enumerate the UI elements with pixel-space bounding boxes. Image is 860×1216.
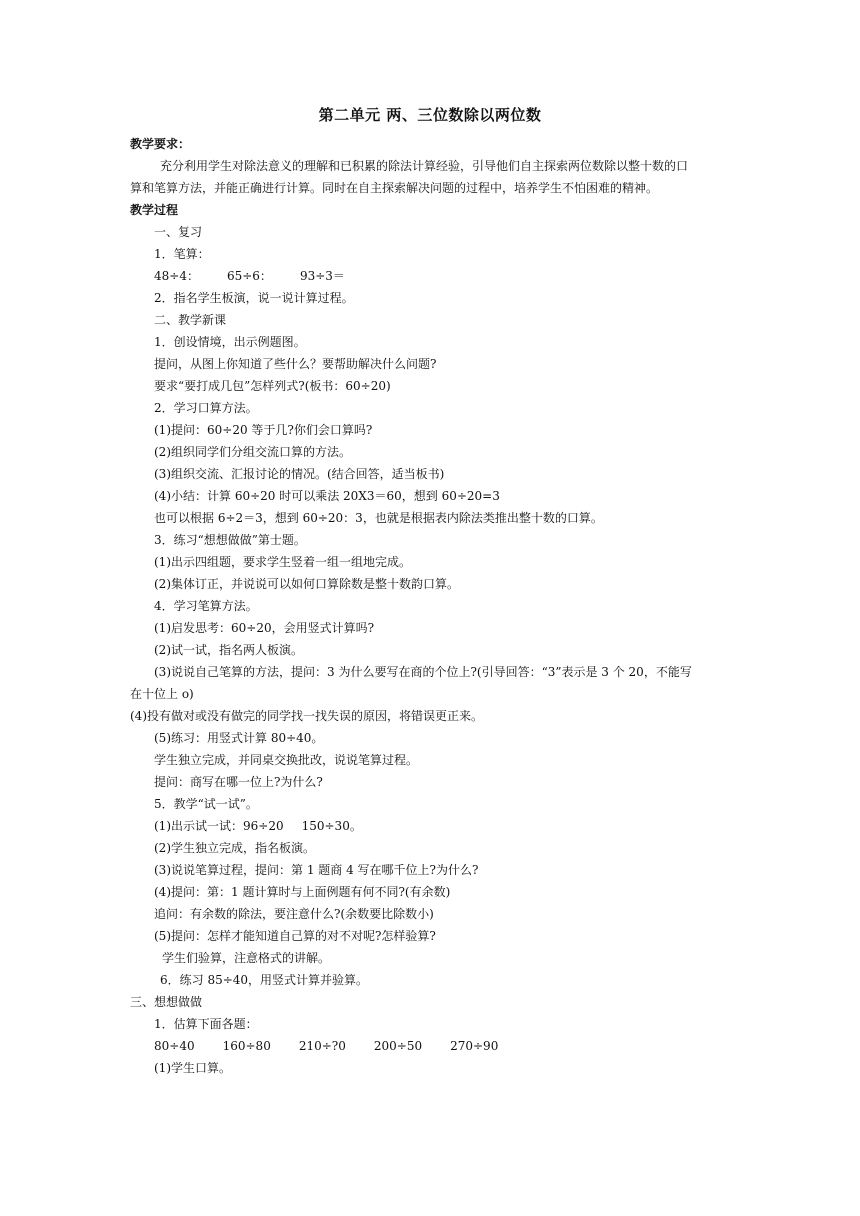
text-line: 在十位上 o)	[130, 687, 194, 701]
text-line: 一、复习	[154, 225, 203, 239]
text-line: (2)组织同学们分组交流口算的方法。	[154, 445, 351, 459]
exercise-item: 210÷?0	[298, 1039, 346, 1053]
page-title: 第二单元 两、三位数除以两位数	[318, 106, 542, 124]
text-line: 1．估算下面各题：	[154, 1017, 258, 1031]
exercise-item: 65÷6：	[226, 269, 272, 283]
text-line: (4)投有做对或没有做完的同学找一找失误的原因，将错误更正来。	[130, 709, 484, 723]
text-line: 学生们验算，注意格式的讲解。	[162, 951, 331, 965]
exercise-item: 200÷50	[373, 1039, 423, 1053]
exercise-item: 48÷4：	[154, 269, 199, 283]
exercise-row	[154, 815, 362, 837]
text-line: (3)说说自己笔算的方法，提问：3 为什么要写在商的个位上?(引导回答：“3”表示是 3 个 20，不能写	[154, 665, 692, 679]
text-line: (1)学生口算。	[154, 1061, 231, 1075]
text-line: 2．学习口算方法。	[154, 401, 258, 415]
exercise-row	[154, 1035, 498, 1057]
text-line: 4．学习笔算方法。	[154, 599, 258, 613]
exercise-item: (1)出示试一试：96÷20	[154, 819, 284, 833]
section-heading-practice: 三、想想做做	[130, 995, 203, 1009]
section-heading-process: 教学过程	[130, 203, 179, 217]
text-line: 也可以根据 6÷2＝3，想到 60÷20：3，也就是根据表内除法类推出整十数的口算。	[154, 511, 603, 525]
exercise-item: 270÷90	[450, 1039, 499, 1053]
text-line: 要求“要打成几包”怎样列式?(板书：60÷20)	[154, 379, 391, 393]
text-line: 5．教学“试一试”。	[154, 797, 258, 811]
exercise-item: 80÷40	[154, 1039, 195, 1053]
text-line: 提问：商写在哪一位上?为什么?	[154, 775, 323, 789]
text-line: (4)小结：计算 60÷20 时可以乘法 20X3＝60，想到 60÷20=3	[154, 489, 500, 503]
text-line: (3)说说笔算过程，提问：第 1 题商 4 写在哪千位上?为什么?	[154, 863, 479, 877]
exercise-item: 93÷3＝	[299, 269, 345, 283]
text-line: (2)学生独立完成，指名板演。	[154, 841, 315, 855]
text-line: 6．练习 85÷40，用竖式计算并验算。	[160, 973, 369, 987]
paragraph-line: 充分利用学生对除法意义的理解和已积累的除法计算经验，引导他们自主探索两位数除以整十数的口	[160, 159, 689, 173]
exercise-row	[154, 265, 345, 287]
text-line: (5)提问：怎样才能知道自己算的对不对呢?怎样验算?	[154, 929, 436, 943]
text-line: 追问：有余数的除法，要注意什么?(余数要比除数小)	[154, 907, 434, 921]
text-line: 学生独立完成，并同桌交换批改，说说笔算过程。	[154, 753, 419, 767]
exercise-item: 150÷30。	[301, 819, 362, 833]
text-line: (4)提问：第：1 题计算时与上面例题有何不同?(有余数)	[154, 885, 451, 899]
text-line: (5)练习：用竖式计算 80÷40。	[154, 731, 324, 745]
paragraph-line: 算和笔算方法，并能正确进行计算。同时在自主探索解决问题的过程中，培养学生不怕困难的精神。	[130, 181, 659, 195]
text-line: 3．练习“想想做做”第士题。	[154, 533, 306, 547]
text-line: 提问，从图上你知道了些什么？要帮助解决什么问题?	[154, 357, 437, 371]
exercise-item: 160÷80	[222, 1039, 271, 1053]
text-line: 二、教学新课	[154, 313, 227, 327]
text-line: (1)提问：60÷20 等于几?你们会口算吗?	[154, 423, 373, 437]
text-line: (2)集体订正，并说说可以如何口算除数是整十数韵口算。	[154, 577, 460, 591]
text-line: 1．创设情境，出示例题图。	[154, 335, 306, 349]
section-heading-requirements: 教学要求：	[130, 137, 191, 151]
text-line: 1．笔算：	[154, 247, 210, 261]
text-line: (2)试一试，指名两人板演。	[154, 643, 303, 657]
text-line: (3)组织交流、汇报讨论的情况。(结合回答，适当板书)	[154, 467, 445, 481]
text-line: (1)启发思考：60÷20，会用竖式计算吗?	[154, 621, 375, 635]
text-line: (1)出示四组题，要求学生竖着一组一组地完成。	[154, 555, 411, 569]
text-line: 2．指名学生板演，说一说计算过程。	[154, 291, 354, 305]
